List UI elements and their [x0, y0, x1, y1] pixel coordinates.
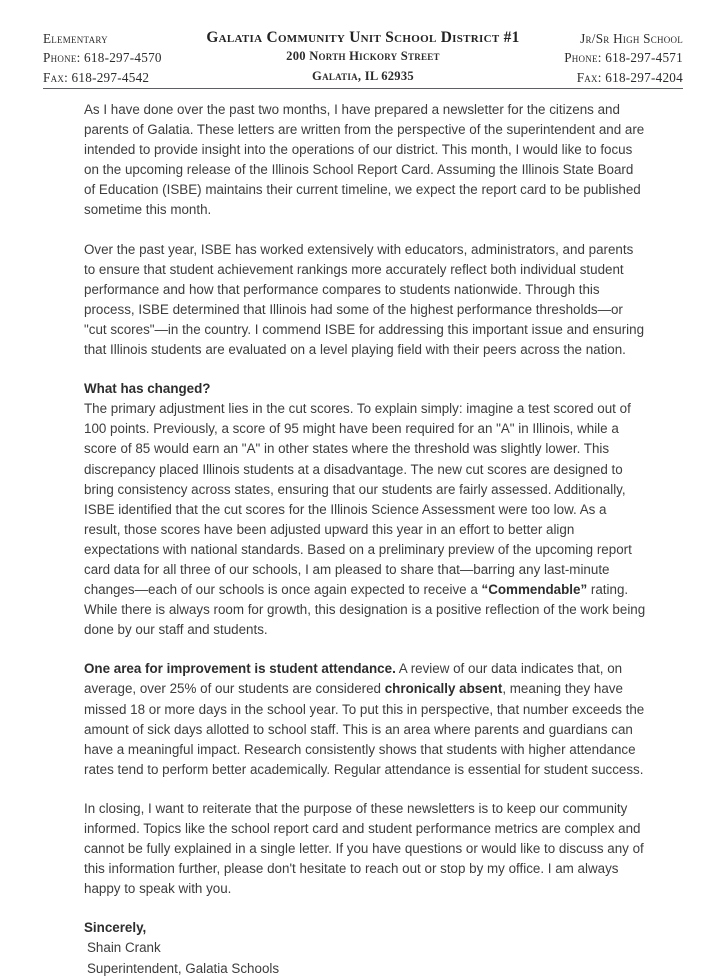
attendance-lead-emphasis: One area for improvement is student attendance. — [84, 661, 396, 677]
district-name: Galatia Community Unit School District #1 — [206, 29, 520, 46]
paragraph-closing-remarks: In closing, I want to reiterate that the purpose of these newsletters is to keep our community informed. Topics like the school report card and student performance metrics are complex and cannot be fully explained in a single letter. If you have questions or would like to discuss any of this information further, please don't hesitate to reach out or stop by my office. I am always happy to speak with you. — [84, 800, 644, 897]
highschool-fax: Fax: 618-297-4204 — [576, 69, 683, 85]
commendable-emphasis: “Commendable” — [481, 582, 588, 598]
attendance-text-part-1: A review of our data indicates that, on average, over 25% of our students are considered — [84, 661, 623, 697]
elementary-fax: Fax: 618-297-4542 — [43, 69, 150, 85]
letter-body — [84, 100, 646, 979]
letterhead-elementary-block — [43, 28, 206, 87]
attendance-text-part-2: , meaning they have missed 18 or more days in the school year. To put this in perspective, that number exceeds the amount of sick days allotted to school staff. This is an area where parents and guardians can have a meaningful impact. Research consistently shows that students with higher attendance rates tend to perform better academically. Regular attendance is essential for student success. — [84, 681, 645, 777]
signer-title: Superintendent, Galatia Schools — [87, 960, 280, 976]
letterhead-divider-rule — [43, 88, 683, 89]
district-street: 200 North Hickory Street — [286, 49, 440, 64]
district-city-state-zip: Galatia, IL 62935 — [312, 68, 414, 83]
signer-name: Shain Crank — [87, 940, 161, 956]
highschool-phone: Phone: 618-297-4571 — [564, 50, 683, 66]
highschool-label: Jr/Sr High School — [580, 31, 683, 46]
elementary-phone: Phone: 618-297-4570 — [43, 50, 162, 66]
chronically-absent-emphasis: chronically absent — [384, 681, 503, 697]
closing-salutation: Sincerely, — [84, 920, 147, 936]
paragraph-intro: As I have done over the past two months, I have prepared a newsletter for the citizens and parents of Galatia. These letters are written from the perspective of the superintendent and are intended to provide insight into the operations of our district. This month, I would like to focus on the upcoming release of the Illinois School Report Card. Assuming the Illinois State Board of Education (ISBE) maintains their current timeline, we expect the report card to be published sometime this month. — [84, 102, 645, 218]
letterhead — [43, 28, 683, 87]
paragraph-what-has-changed — [84, 379, 646, 640]
paragraph-attendance — [84, 659, 646, 780]
signature-block — [84, 918, 646, 978]
paragraph-isbe-rankings: Over the past year, ISBE has worked extensively with educators, administrators, and parents to ensure that student achievement rankings more accurately reflect both individual student performance and how that performance compares to students nationwide. Through this process, ISBE determined that Illinois had some of the highest performance thresholds—or "cut scores"—in the country. I commend ISBE for addressing this important issue and ensuring that Illinois students are evaluated on a level playing field with their peers across the nation. — [84, 241, 645, 358]
elementary-school-label: Elementary — [43, 31, 108, 46]
letterhead-highschool-block — [520, 28, 683, 87]
cut-scores-text-part-1: The primary adjustment lies in the cut scores. To explain simply: imagine a test scored out of 100 points. Previously, a score of 95 might have been required for an "A" in Illinois, while a score of 85 would earn an "A" in other states where the threshold was slightly lower. This discrepancy placed Illinois students at a disadvantage. The new cut scores are designed to bring consistency across states, ensuring that our students are fairly assessed. Additionally, ISBE identified that the cut scores for the Illinois Science Assessment were too low. As a result, those scores have been adjusted upward this year in an effort to better align expectations with national standards. Based on a preliminary preview of the upcoming report card data for all three of our schools, I am pleased to share that—barring any last-minute changes—each of our schools is once again expected to receive a — [84, 401, 632, 598]
cut-scores-text-part-2: rating. While there is always room for growth, this designation is a positive reflection of the work being done by our staff and students. — [84, 582, 646, 638]
heading-what-has-changed: What has changed? — [84, 381, 211, 397]
letterhead-district-block — [206, 28, 519, 86]
